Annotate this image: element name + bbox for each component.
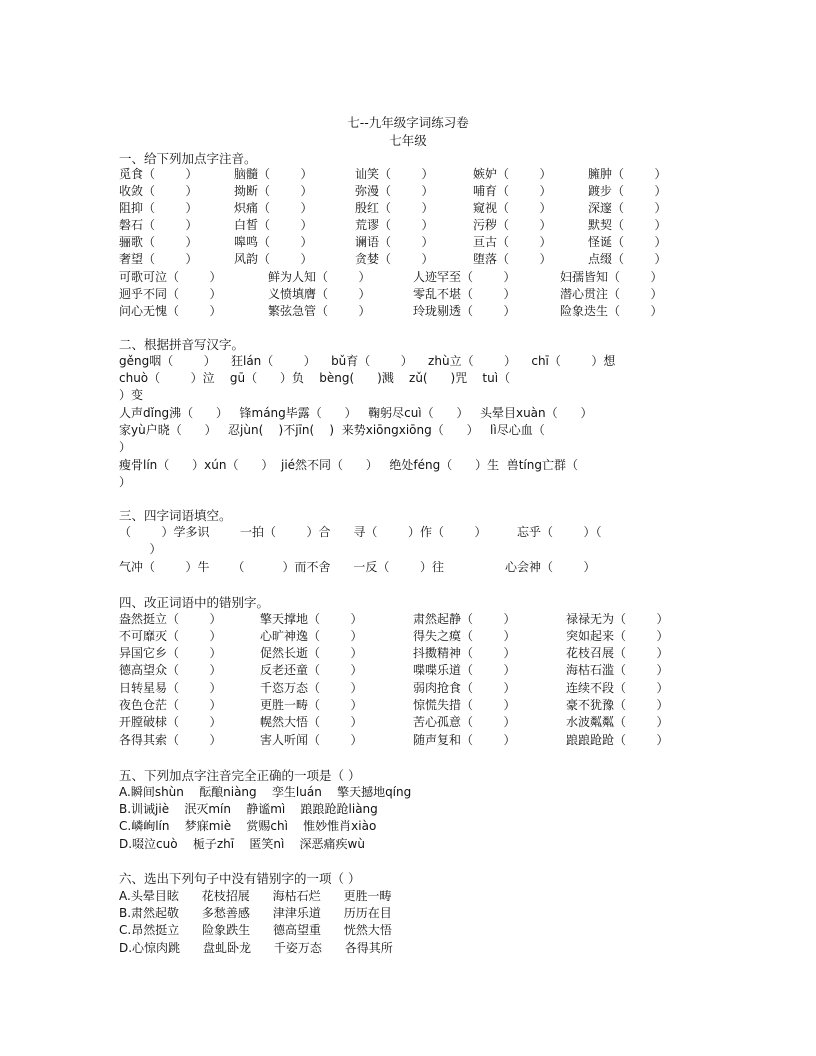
choice-option-d: D.啜泣cuò 栀子zhī 匿笑nì 深恶痛疾wù: [119, 837, 365, 851]
correction-item: 苦心孤意（ ）: [413, 715, 516, 729]
correction-item: 开膛破梂（ ）: [119, 715, 222, 729]
choice-option-a: A.瞬间shùn 酝酿niàng 孪生luán 擎天撼地qíng: [119, 785, 412, 799]
correction-item: 豪不犹豫（ ）: [566, 698, 669, 712]
correction-item: 异国它乡（ ）: [119, 646, 222, 660]
correction-item: 夜色仓茫（ ）: [119, 698, 222, 712]
idiom-item: 玲珑剔透（ ）: [413, 304, 516, 318]
pinyin-item: 嗥鸣（ ）: [234, 235, 313, 249]
pinyin-item: 风韵（ ）: [234, 252, 313, 266]
section-3-heading: 三、四字词语填空。: [119, 508, 232, 523]
correction-item: 海枯石滥（ ）: [566, 663, 669, 677]
pinyin-item: 炽痛（ ）: [234, 201, 313, 215]
correction-item: 弱肉抢食（ ）: [413, 681, 516, 695]
pinyin-item: 奢望（ ）: [119, 252, 198, 266]
idiom-item: 繁弦急管（ ）: [268, 304, 371, 318]
correction-item: 突如起来（ ）: [566, 629, 669, 643]
idiom-item: 零乱不堪（ ）: [413, 287, 516, 301]
correction-item: 日转星易（ ）: [119, 681, 222, 695]
choice-option-b: B.肃然起敬 多愁善感 津津乐道 历历在目: [119, 906, 392, 920]
pinyin-item: 贪婪（ ）: [355, 252, 434, 266]
pinyin-line: chuò（ ）泣 gū（ ）负 bèng( )溅 zǔ( )咒 tuì（: [119, 371, 511, 385]
pinyin-item: 骊歌（ ）: [119, 235, 198, 249]
pinyin-line: ）: [119, 440, 132, 454]
correction-item: 抖擞精神（ ）: [413, 646, 516, 660]
pinyin-item: 磐石（ ）: [119, 218, 198, 232]
pinyin-item: 谰语（ ）: [355, 235, 434, 249]
correction-item: 更胜一畴（ ）: [260, 698, 363, 712]
section-6-heading: 六、选出下列句子中没有错别字的一项（ ）: [119, 871, 361, 886]
pinyin-line: ）: [119, 475, 132, 489]
pinyin-item: 白皙（ ）: [234, 218, 313, 232]
correction-item: 千恣万态（ ）: [260, 681, 363, 695]
correction-item: 禄禄无为（ ）: [566, 612, 669, 626]
idiom-item: 义愤填膺（ ）: [268, 287, 371, 301]
pinyin-line: 人声dǐng沸（ ） 锋máng毕露（ ） 鞠躬尽cuì（ ） 头晕目xuàn（ ）: [119, 406, 593, 420]
pinyin-item: 收敛（ ）: [119, 184, 198, 198]
pinyin-item: 殷红（ ）: [355, 201, 434, 215]
pinyin-line: ）变: [119, 388, 144, 402]
idiom-item: 妇孺皆知（ ）: [560, 270, 663, 284]
pinyin-item: 哺育（ ）: [473, 184, 552, 198]
correction-item: 德高望众（ ）: [119, 663, 222, 677]
correction-item: 不可靡灭（ ）: [119, 629, 222, 643]
pinyin-line: 瘦骨lín（ ）xún（ ） jié然不同（ ） 绝处féng（ ）生 兽tíng亡群（: [119, 458, 578, 472]
pinyin-item: 污秽（ ）: [473, 218, 552, 232]
correction-item: 心旷神逸（ ）: [260, 629, 363, 643]
pinyin-item: 亘古（ ）: [473, 235, 552, 249]
fill-line: ）: [119, 542, 162, 556]
pinyin-item: 拗断（ ）: [234, 184, 313, 198]
pinyin-item: 踱步（ ）: [588, 184, 667, 198]
pinyin-item: 堕落（ ）: [473, 252, 552, 266]
grade-subtitle: 七年级: [389, 133, 427, 148]
pinyin-item: 阻抑（ ）: [119, 201, 198, 215]
section-1-heading: 一、给下列加点字注音。: [119, 151, 257, 166]
section-2-heading: 二、根据拼音写汉字。: [119, 337, 245, 352]
pinyin-line: gěng咽（ ） 狂lán（ ） bǔ育（ ） zhù立（ ） chī（ ）想: [119, 354, 616, 368]
section-5-heading: 五、下列加点字注音完全正确的一项是（ ）: [119, 768, 361, 783]
pinyin-line: 家yù户晓（ ） 忍jùn( )不jīn( ) 来势xiōngxiōng（ ） lì尽心血（: [119, 423, 545, 437]
idiom-item: 问心无愧（ ）: [119, 304, 222, 318]
correction-item: 擎天撑地（ ）: [260, 612, 363, 626]
pinyin-item: 深邃（ ）: [588, 201, 667, 215]
pinyin-item: 荒谬（ ）: [355, 218, 434, 232]
correction-item: 喋喋乐道（ ）: [413, 663, 516, 677]
pinyin-item: 觅食（ ）: [119, 167, 198, 181]
pinyin-item: 臃肿（ ）: [588, 167, 667, 181]
correction-item: 惊慌失措（ ）: [413, 698, 516, 712]
choice-option-d: D.心惊肉跳 盘虬卧龙 千姿万态 各得其所: [119, 941, 393, 955]
pinyin-item: 默契（ ）: [588, 218, 667, 232]
correction-item: 盎然挺立（ ）: [119, 612, 222, 626]
correction-item: 水波粼粼（ ）: [566, 715, 669, 729]
fill-line: 气冲（ ）牛 （ ）而不舍 一反（ ）往 心会神（ ）: [119, 560, 596, 574]
idiom-item: 可歌可泣（ ）: [119, 270, 222, 284]
idiom-item: 迥乎不同（ ）: [119, 287, 222, 301]
worksheet-title: 七--九年级字词练习卷: [347, 115, 469, 130]
pinyin-item: 窥视（ ）: [473, 201, 552, 215]
idiom-item: 潜心贯注（ ）: [560, 287, 663, 301]
correction-item: 幌然大悟（ ）: [260, 715, 363, 729]
idiom-item: 鲜为人知（ ）: [268, 270, 371, 284]
correction-item: 害人听闻（ ）: [260, 733, 363, 747]
pinyin-item: 讪笑（ ）: [355, 167, 434, 181]
fill-line: （ ）学多识 一拍（ ）合 寻（ ）作（ ） 忘乎（ ）（: [119, 525, 602, 539]
correction-item: 花枝召展（ ）: [566, 646, 669, 660]
correction-item: 肃然起静（ ）: [413, 612, 516, 626]
correction-item: 得失之瘼（ ）: [413, 629, 516, 643]
pinyin-item: 点缀（ ）: [588, 252, 667, 266]
idiom-item: 险象迭生（ ）: [560, 304, 663, 318]
choice-option-c: C.昂然挺立 险象跌生 德高望重 恍然大悟: [119, 923, 392, 937]
correction-item: 各得其索（ ）: [119, 733, 222, 747]
pinyin-item: 弥漫（ ）: [355, 184, 434, 198]
correction-item: 踉踉跄跄（ ）: [566, 733, 669, 747]
choice-option-a: A.头晕目眩 花枝招展 海枯石烂 更胜一畴: [119, 889, 392, 903]
section-4-heading: 四、改正词语中的错别字。: [119, 595, 270, 610]
correction-item: 随声复和（ ）: [413, 733, 516, 747]
pinyin-item: 怪诞（ ）: [588, 235, 667, 249]
pinyin-item: 嫉妒（ ）: [473, 167, 552, 181]
idiom-item: 人迹罕至（ ）: [413, 270, 516, 284]
pinyin-item: 脑髓（ ）: [234, 167, 313, 181]
correction-item: 促然长逝（ ）: [260, 646, 363, 660]
correction-item: 连续不段（ ）: [566, 681, 669, 695]
choice-option-b: B.训诫jiè 泯灭mín 静谧mì 踉踉跄跄liàng: [119, 802, 378, 816]
choice-option-c: C.嶙峋lín 梦寐miè 赏赐chì 惟妙惟肖xiào: [119, 819, 377, 833]
correction-item: 反老还童（ ）: [260, 663, 363, 677]
